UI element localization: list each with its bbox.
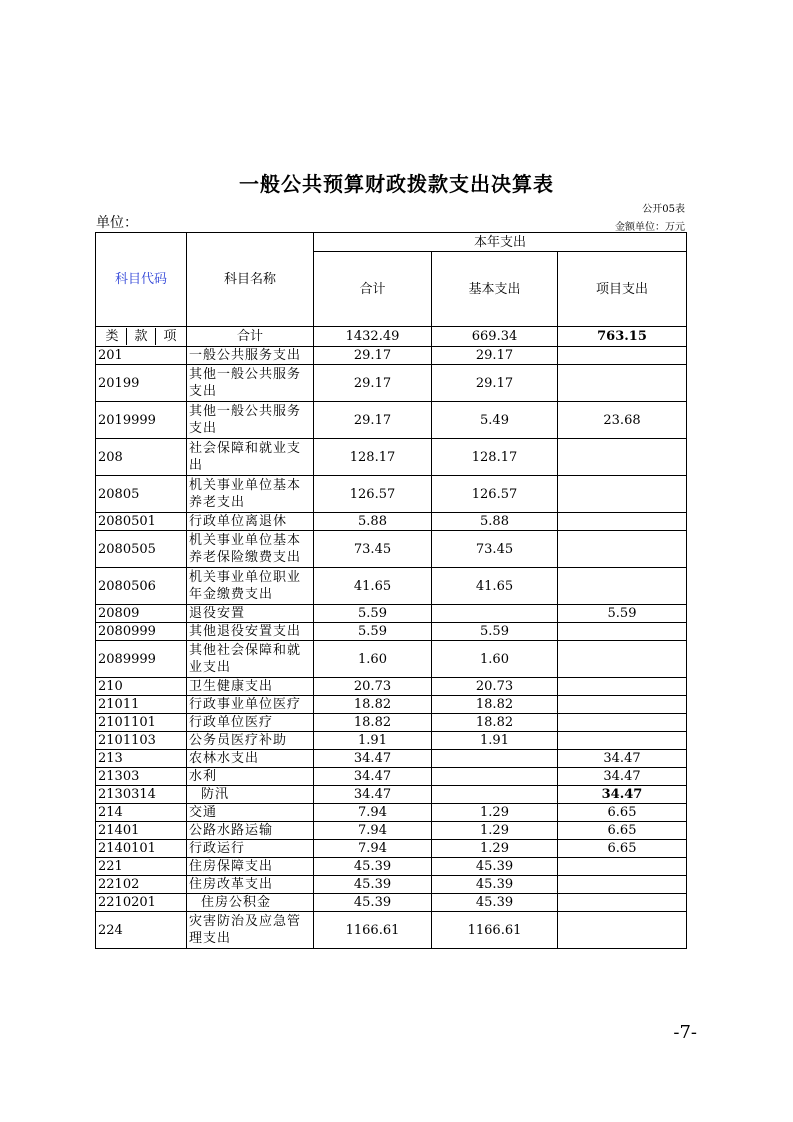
header-name: 科目名称 bbox=[187, 233, 314, 327]
row-code: 201 bbox=[96, 347, 187, 365]
row-total: 128.17 bbox=[314, 439, 432, 476]
table-row bbox=[96, 912, 687, 949]
row-project bbox=[558, 531, 687, 568]
table-row bbox=[96, 696, 687, 714]
row-code: 221 bbox=[96, 858, 187, 876]
row-name: 其他一般公共服务支出 bbox=[187, 365, 314, 402]
row-basic: 5.88 bbox=[432, 513, 558, 531]
table-row bbox=[96, 623, 687, 641]
row-name: 退役安置 bbox=[187, 605, 314, 623]
row-name: 其他退役安置支出 bbox=[187, 623, 314, 641]
row-total: 29.17 bbox=[314, 402, 432, 439]
header-xiang: 项 bbox=[155, 328, 184, 345]
row-basic: 1.91 bbox=[432, 732, 558, 750]
row-project bbox=[558, 678, 687, 696]
row-project bbox=[558, 439, 687, 476]
row-code: 20199 bbox=[96, 365, 187, 402]
row-total: 5.59 bbox=[314, 623, 432, 641]
total-row bbox=[96, 327, 687, 347]
row-name: 灾害防治及应急管理支出 bbox=[187, 912, 314, 949]
row-code: 2080501 bbox=[96, 513, 187, 531]
budget-table bbox=[95, 232, 687, 949]
table-row bbox=[96, 513, 687, 531]
table-row bbox=[96, 840, 687, 858]
row-project bbox=[558, 912, 687, 949]
row-name: 交通 bbox=[187, 804, 314, 822]
row-project bbox=[558, 641, 687, 678]
row-basic: 1.29 bbox=[432, 804, 558, 822]
row-project bbox=[558, 714, 687, 732]
row-project: 5.59 bbox=[558, 605, 687, 623]
table-row bbox=[96, 768, 687, 786]
row-code: 2140101 bbox=[96, 840, 187, 858]
row-total: 7.94 bbox=[314, 804, 432, 822]
row-code: 21011 bbox=[96, 696, 187, 714]
row-project: 6.65 bbox=[558, 822, 687, 840]
row-name: 机关事业单位基本养老支出 bbox=[187, 476, 314, 513]
row-project bbox=[558, 513, 687, 531]
row-code: 213 bbox=[96, 750, 187, 768]
row-name: 行政单位离退休 bbox=[187, 513, 314, 531]
table-row bbox=[96, 714, 687, 732]
row-project bbox=[558, 732, 687, 750]
row-basic bbox=[432, 750, 558, 768]
row-code: 224 bbox=[96, 912, 187, 949]
row-name: 住房改革支出 bbox=[187, 876, 314, 894]
table-row bbox=[96, 641, 687, 678]
page-number: -7- bbox=[673, 1022, 697, 1043]
table-row bbox=[96, 476, 687, 513]
row-basic: 29.17 bbox=[432, 365, 558, 402]
row-basic: 5.59 bbox=[432, 623, 558, 641]
table-row bbox=[96, 822, 687, 840]
row-basic: 45.39 bbox=[432, 858, 558, 876]
row-name: 卫生健康支出 bbox=[187, 678, 314, 696]
row-total: 18.82 bbox=[314, 696, 432, 714]
row-total: 45.39 bbox=[314, 858, 432, 876]
table-row bbox=[96, 605, 687, 623]
row-basic: 1.60 bbox=[432, 641, 558, 678]
row-code: 21401 bbox=[96, 822, 187, 840]
header-kuan: 款 bbox=[126, 328, 155, 345]
row-project bbox=[558, 696, 687, 714]
row-total: 34.47 bbox=[314, 750, 432, 768]
table-row bbox=[96, 804, 687, 822]
row-basic: 20.73 bbox=[432, 678, 558, 696]
row-project bbox=[558, 365, 687, 402]
row-total: 7.94 bbox=[314, 822, 432, 840]
header-total: 合计 bbox=[314, 252, 432, 327]
table-row bbox=[96, 894, 687, 912]
row-project bbox=[558, 623, 687, 641]
row-basic: 45.39 bbox=[432, 894, 558, 912]
row-total: 34.47 bbox=[314, 768, 432, 786]
header-lei: 类 bbox=[105, 329, 119, 344]
row-code: 22102 bbox=[96, 876, 187, 894]
row-project bbox=[558, 876, 687, 894]
table-row bbox=[96, 750, 687, 768]
row-code: 210 bbox=[96, 678, 187, 696]
row-total: 1.60 bbox=[314, 641, 432, 678]
row-project bbox=[558, 347, 687, 365]
row-total: 41.65 bbox=[314, 568, 432, 605]
row-project: 34.47 bbox=[558, 750, 687, 768]
row-basic: 1166.61 bbox=[432, 912, 558, 949]
row-name: 机关事业单位职业年金缴费支出 bbox=[187, 568, 314, 605]
row-project bbox=[558, 858, 687, 876]
row-total: 45.39 bbox=[314, 894, 432, 912]
form-number: 公开05表 bbox=[642, 204, 685, 215]
row-code: 208 bbox=[96, 439, 187, 476]
row-basic: 1.29 bbox=[432, 822, 558, 840]
row-name: 机关事业单位基本养老保险缴费支出 bbox=[187, 531, 314, 568]
row-code: 2080505 bbox=[96, 531, 187, 568]
row-name: 行政单位医疗 bbox=[187, 714, 314, 732]
table-row bbox=[96, 876, 687, 894]
row-project bbox=[558, 476, 687, 513]
row-project: 6.65 bbox=[558, 804, 687, 822]
row-total: 126.57 bbox=[314, 476, 432, 513]
row-project: 34.47 bbox=[558, 786, 687, 804]
row-code: 2089999 bbox=[96, 641, 187, 678]
row-total: 45.39 bbox=[314, 876, 432, 894]
row-basic bbox=[432, 605, 558, 623]
row-project: 23.68 bbox=[558, 402, 687, 439]
row-basic: 1.29 bbox=[432, 840, 558, 858]
row-name: 一般公共服务支出 bbox=[187, 347, 314, 365]
row-project bbox=[558, 568, 687, 605]
row-name: 公路水路运输 bbox=[187, 822, 314, 840]
header-code: 科目代码 bbox=[96, 233, 187, 327]
row-name: 住房公积金 bbox=[187, 894, 314, 912]
row-code: 2101103 bbox=[96, 732, 187, 750]
row-total: 5.59 bbox=[314, 605, 432, 623]
row-total: 18.82 bbox=[314, 714, 432, 732]
header-basic: 基本支出 bbox=[432, 252, 558, 327]
row-basic bbox=[432, 768, 558, 786]
row-project bbox=[558, 894, 687, 912]
table-row bbox=[96, 858, 687, 876]
row-total: 29.17 bbox=[314, 347, 432, 365]
sum-project: 763.15 bbox=[558, 327, 687, 347]
row-project: 6.65 bbox=[558, 840, 687, 858]
row-basic: 41.65 bbox=[432, 568, 558, 605]
header-this-year: 本年支出 bbox=[314, 233, 687, 252]
row-basic: 126.57 bbox=[432, 476, 558, 513]
row-project: 34.47 bbox=[558, 768, 687, 786]
table-row bbox=[96, 365, 687, 402]
row-basic: 128.17 bbox=[432, 439, 558, 476]
row-name: 社会保障和就业支出 bbox=[187, 439, 314, 476]
row-code: 20805 bbox=[96, 476, 187, 513]
row-name: 行政事业单位医疗 bbox=[187, 696, 314, 714]
row-code: 2130314 bbox=[96, 786, 187, 804]
row-basic: 29.17 bbox=[432, 347, 558, 365]
table-row bbox=[96, 439, 687, 476]
unit-label: 单位： bbox=[96, 215, 138, 231]
row-total: 1166.61 bbox=[314, 912, 432, 949]
table-row bbox=[96, 678, 687, 696]
row-name: 公务员医疗补助 bbox=[187, 732, 314, 750]
row-code: 2101101 bbox=[96, 714, 187, 732]
table-row bbox=[96, 347, 687, 365]
table-row bbox=[96, 568, 687, 605]
row-code: 21303 bbox=[96, 768, 187, 786]
row-name: 防汛 bbox=[187, 786, 314, 804]
row-basic: 18.82 bbox=[432, 696, 558, 714]
row-total: 1.91 bbox=[314, 732, 432, 750]
row-code: 20809 bbox=[96, 605, 187, 623]
sum-basic: 669.34 bbox=[432, 327, 558, 347]
row-code: 2080999 bbox=[96, 623, 187, 641]
row-name: 农林水支出 bbox=[187, 750, 314, 768]
row-code: 2210201 bbox=[96, 894, 187, 912]
row-basic: 18.82 bbox=[432, 714, 558, 732]
row-total: 34.47 bbox=[314, 786, 432, 804]
header-project: 项目支出 bbox=[558, 252, 687, 327]
page-title: 一般公共预算财政拨款支出决算表 bbox=[239, 172, 554, 196]
row-code: 214 bbox=[96, 804, 187, 822]
row-name: 行政运行 bbox=[187, 840, 314, 858]
table-row bbox=[96, 531, 687, 568]
row-basic: 45.39 bbox=[432, 876, 558, 894]
row-code: 2080506 bbox=[96, 568, 187, 605]
row-name: 水利 bbox=[187, 768, 314, 786]
row-total: 7.94 bbox=[314, 840, 432, 858]
row-basic: 5.49 bbox=[432, 402, 558, 439]
row-total: 29.17 bbox=[314, 365, 432, 402]
table-row bbox=[96, 402, 687, 439]
row-basic: 73.45 bbox=[432, 531, 558, 568]
row-name: 其他社会保障和就业支出 bbox=[187, 641, 314, 678]
row-code: 2019999 bbox=[96, 402, 187, 439]
table-row bbox=[96, 732, 687, 750]
row-total: 20.73 bbox=[314, 678, 432, 696]
lei-kuan-xiang-cell bbox=[96, 327, 187, 347]
row-basic bbox=[432, 786, 558, 804]
table-row bbox=[96, 786, 687, 804]
header-row-1 bbox=[96, 233, 687, 252]
row-name: 其他一般公共服务支出 bbox=[187, 402, 314, 439]
row-name: 住房保障支出 bbox=[187, 858, 314, 876]
row-total: 73.45 bbox=[314, 531, 432, 568]
row-total: 5.88 bbox=[314, 513, 432, 531]
sum-total: 1432.49 bbox=[314, 327, 432, 347]
money-unit-label: 金额单位：万元 bbox=[615, 222, 685, 233]
sum-label: 合计 bbox=[187, 327, 314, 347]
